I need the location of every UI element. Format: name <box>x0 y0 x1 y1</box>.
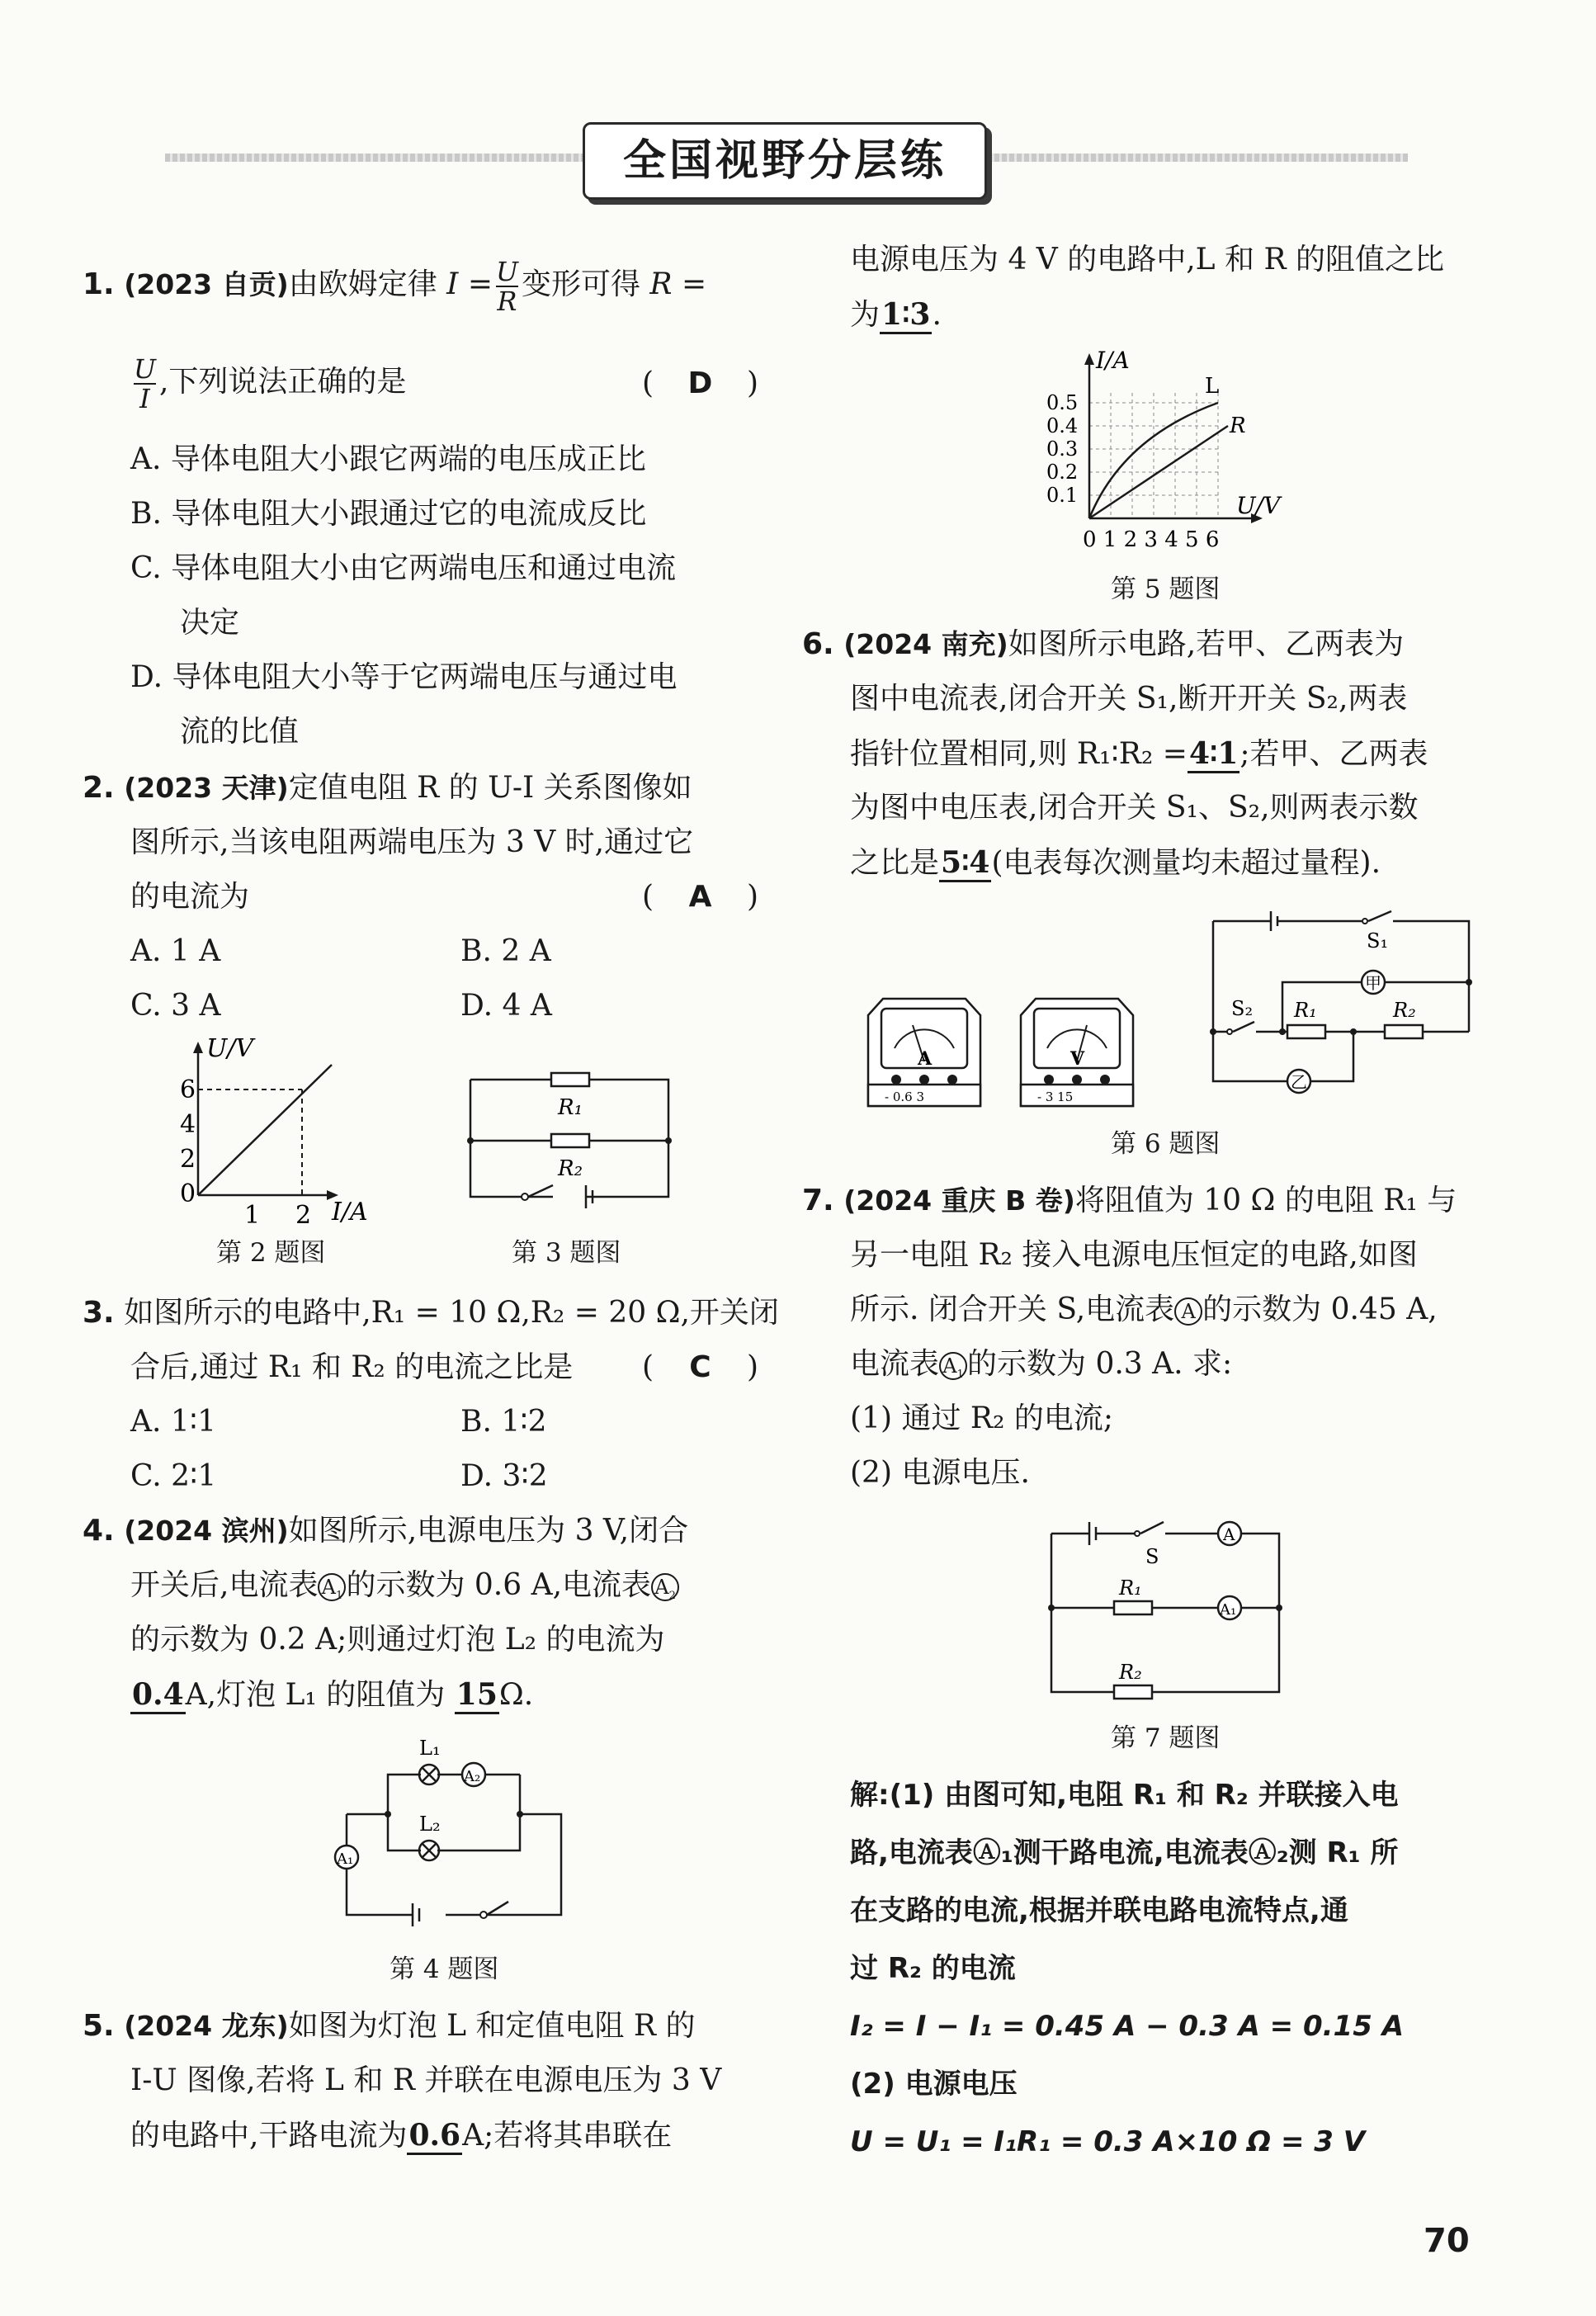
q2-line2: 图所示,当该电阻两端电压为 3 V 时,通过它 <box>130 825 694 859</box>
q1-fraction-1: $\frac{U}{R}$ <box>495 256 518 317</box>
fig2-y-tick: 6 <box>180 1075 196 1104</box>
q2-option-b: B. 2 A <box>460 934 551 968</box>
q7-solution-3: 在支路的电流,根据并联电路电流特点,通 <box>850 1894 1348 1927</box>
fig3-circuit <box>462 1065 677 1213</box>
q7-line1 <box>802 1180 1457 1222</box>
q2-answer: A <box>688 880 712 914</box>
fig6-r2: R₂ <box>1393 999 1416 1022</box>
q2-option-c: C. 3 A <box>130 989 221 1023</box>
q5-source: (2024 龙东) <box>124 2010 289 2042</box>
q1-number: 1. <box>83 267 115 301</box>
fig2-x-tick: 2 <box>295 1201 312 1230</box>
q4-text-2b: 的示数为 0.6 A,电流表 <box>346 1568 652 1602</box>
q3-option-d: D. 3∶2 <box>460 1459 548 1493</box>
q1-eq1: I = <box>446 267 493 301</box>
fig7-a1: A₁ <box>1220 1601 1237 1619</box>
q3-line2: 合后,通过 R₁ 和 R₂ 的电流之比是 <box>130 1350 574 1384</box>
q7-solution-5: I₂ = I − I₁ = 0.45 A − 0.3 A = 0.15 A <box>850 2010 1405 2043</box>
q4-blank-2: 15 <box>455 1677 499 1714</box>
fig6-circuit <box>1205 908 1485 1123</box>
q7-solution-4: 过 R₂ 的电流 <box>850 1952 1016 1985</box>
q4-text-2a: 开关后,电流表 <box>130 1568 319 1602</box>
q3-line1 <box>83 1293 779 1334</box>
fig5-x-label: U/V <box>1236 492 1281 519</box>
q4-line2 <box>130 1565 679 1606</box>
q5-caption: 第 5 题图 <box>1111 574 1221 604</box>
q5-blank-1: 0.6 <box>407 2118 462 2155</box>
fig7-s: S <box>1145 1545 1159 1568</box>
q5-text-1: 如图为灯泡 L 和定值电阻 R 的 <box>288 2009 696 2043</box>
section-title: 全国视野分层练 <box>583 122 987 200</box>
fig4-a1: A₁ <box>337 1850 354 1868</box>
q6-line1 <box>802 624 1404 665</box>
fig2-y-tick: 4 <box>180 1110 196 1139</box>
q5-text-5b: . <box>932 298 942 332</box>
q6-line5 <box>850 842 1381 884</box>
q7-text-4a: 电流表 <box>850 1347 940 1381</box>
q6-blank-2: 5∶4 <box>939 845 991 882</box>
q5-blank-2: 1∶3 <box>880 297 932 334</box>
fig2-graph <box>149 1032 380 1230</box>
q3-option-c: C. 2∶1 <box>130 1459 217 1493</box>
banner-rule-right <box>987 154 1408 162</box>
fig4-circuit <box>330 1725 578 1940</box>
fig7-circuit <box>1040 1510 1287 1709</box>
q7-line4 <box>850 1344 1232 1385</box>
q1-line2 <box>130 355 406 413</box>
fig5-y-tick: 0.4 <box>1046 414 1079 437</box>
fig5-x-ticks: 0 1 2 3 4 5 6 <box>1083 527 1220 552</box>
q6-text-3b: ;若甲、乙两表 <box>1239 737 1428 771</box>
fig6-voltmeter-scale: - 3 15 <box>1037 1089 1074 1104</box>
fig6-s2: S₂ <box>1231 997 1254 1020</box>
q5-text-3a: 的电路中,干路电流为 <box>130 2119 408 2153</box>
fig6-yi: 乙 <box>1291 1072 1307 1092</box>
fig6-jia: 甲 <box>1365 973 1381 993</box>
q2-caption: 第 2 题图 <box>216 1238 326 1268</box>
q6-caption: 第 6 题图 <box>1111 1129 1221 1159</box>
q6-line3 <box>850 733 1428 775</box>
fig6-r1: R₁ <box>1294 999 1317 1022</box>
q7-solution-2: 路,电流表Ⓐ₁测干路电流,电流表Ⓐ₂测 R₁ 所 <box>850 1836 1399 1869</box>
q7-text-3a: 所示. 闭合开关 S,电流表 <box>850 1293 1175 1326</box>
q6-text-5b: (电表每次测量均未超过量程). <box>991 846 1381 880</box>
q4-text-4a: A,灯泡 L₁ 的阻值为 <box>185 1678 446 1712</box>
fig5-y-tick: 0.5 <box>1046 391 1079 414</box>
q7-caption: 第 7 题图 <box>1111 1723 1221 1753</box>
q5-line5 <box>850 294 942 336</box>
fig2-x-tick: 1 <box>244 1201 261 1230</box>
fig5-y-label: I/A <box>1096 347 1130 374</box>
q3-option-b: B. 1∶2 <box>460 1405 547 1439</box>
fig7-r2: R₂ <box>1119 1661 1142 1684</box>
q5-number: 5. <box>83 2009 115 2043</box>
fig2-y-label: U/V <box>206 1034 254 1063</box>
q3-answer: C <box>689 1350 711 1384</box>
q7-sub1: (1) 通过 R₂ 的电流; <box>850 1401 1113 1435</box>
q1-answer: D <box>687 366 713 400</box>
q1-option-b: B. 导体电阻大小跟通过它的电流成反比 <box>130 497 647 531</box>
q2-text-1: 定值电阻 R 的 U-I 关系图像如 <box>288 771 692 805</box>
q1-source: (2023 自贡) <box>124 268 289 300</box>
q4-line3: 的示数为 0.2 A;则通过灯泡 L₂ 的电流为 <box>130 1623 665 1657</box>
fig6-voltmeter <box>1011 982 1143 1114</box>
q1-fraction-2: $\frac{U}{I}$ <box>134 353 156 414</box>
q7-solution-7: U = U₁ = I₁R₁ = 0.3 A×10 Ω = 3 V <box>850 2125 1366 2158</box>
q6-text-5a: 之比是 <box>850 846 940 880</box>
ammeter-a2-icon: $A_2$ <box>651 1573 679 1601</box>
q1-option-a: A. 导体电阻大小跟它两端的电压成正比 <box>130 442 646 476</box>
q1-option-d: D. 导体电阻大小等于它两端电压与通过电 <box>130 660 678 694</box>
q1-eq2: R = <box>649 267 707 301</box>
q1-text-b: 变形可得 <box>521 267 640 301</box>
q2-source: (2023 天津) <box>124 772 289 804</box>
q7-line3 <box>850 1289 1438 1331</box>
fig4-l1: L₁ <box>419 1737 441 1760</box>
q6-text-3a: 指针位置相同,则 R₁∶R₂ = <box>850 737 1188 771</box>
q6-blank-1: 4∶1 <box>1188 736 1239 773</box>
q4-source: (2024 滨州) <box>124 1515 289 1547</box>
q7-sub2: (2) 电源电压. <box>850 1456 1030 1490</box>
q7-text-4b: 的示数为 0.3 A. 求: <box>967 1347 1233 1381</box>
q6-line2: 图中电流表,闭合开关 S₁,断开开关 S₂,两表 <box>850 682 1408 716</box>
q2-option-d: D. 4 A <box>460 989 552 1023</box>
q7-number: 7. <box>802 1184 834 1217</box>
fig5-curve-r: R <box>1230 414 1246 438</box>
q3-option-a: A. 1∶1 <box>130 1405 217 1439</box>
ammeter-a1-icon: $A_1$ <box>939 1352 967 1380</box>
q4-blank-1: 0.4 <box>130 1677 186 1714</box>
fig7-a: A <box>1223 1524 1235 1544</box>
q7-source: (2024 重庆 B 卷) <box>843 1184 1075 1217</box>
ammeter-a-icon: A <box>1174 1297 1202 1326</box>
q7-line2: 另一电阻 R₂ 接入电源电压恒定的电路,如图 <box>850 1238 1418 1272</box>
fig5-y-tick: 0.3 <box>1046 437 1079 461</box>
q4-caption: 第 4 题图 <box>390 1954 499 1984</box>
fig2-y-tick: 2 <box>180 1145 196 1174</box>
q7-text-3b: 的示数为 0.45 A, <box>1202 1293 1438 1326</box>
q5-text-5a: 为 <box>850 298 881 332</box>
fig3-r1: R₁ <box>558 1095 583 1120</box>
q3-text-1: 如图所示的电路中,R₁ = 10 Ω,R₂ = 20 Ω,开关闭 <box>124 1296 779 1330</box>
q1-text-c: ,下列说法正确的是 <box>158 365 407 399</box>
fig2-x-label: I/A <box>332 1198 368 1227</box>
q2-option-a: A. 1 A <box>130 934 221 968</box>
fig5-y-tick: 0.1 <box>1046 484 1079 507</box>
fig7-r1: R₁ <box>1119 1576 1142 1600</box>
fig4-l2: L₂ <box>419 1813 441 1836</box>
q6-line4: 为图中电压表,闭合开关 S₁、S₂,则两表示数 <box>850 791 1419 825</box>
q3-answer-bracket: ( C ) <box>642 1347 758 1388</box>
ammeter-a1-icon: $A_1$ <box>318 1573 346 1601</box>
page-number: 70 <box>1424 2222 1470 2260</box>
q7-solution-1: 解:(1) 由图可知,电阻 R₁ 和 R₂ 并联接入电 <box>850 1779 1399 1812</box>
q1-answer-bracket: ( D ) <box>642 363 758 404</box>
q6-text-1: 如图所示电路,若甲、乙两表为 <box>1008 627 1405 661</box>
q6-source: (2024 南充) <box>843 628 1008 660</box>
fig4-a2: A₂ <box>464 1768 481 1785</box>
fig6-ammeter-scale: - 0.6 3 <box>885 1089 925 1104</box>
q3-caption: 第 3 题图 <box>512 1238 621 1268</box>
q2-number: 2. <box>83 771 115 805</box>
q3-number: 3. <box>83 1296 115 1330</box>
q1-option-c-cont: 决定 <box>180 606 240 640</box>
q1-text-a: 由欧姆定律 <box>288 267 437 301</box>
fig3-r2: R₂ <box>558 1156 583 1181</box>
q4-number: 4. <box>83 1514 115 1548</box>
q5-line1 <box>83 2006 695 2047</box>
fig2-y-tick: 0 <box>180 1179 196 1208</box>
q4-line4 <box>130 1674 533 1716</box>
fig6-s1: S₁ <box>1367 929 1389 952</box>
q7-solution-6: (2) 电源电压 <box>850 2068 1018 2101</box>
fig6-ammeter <box>858 982 990 1114</box>
q2-answer-bracket: ( A ) <box>642 877 758 918</box>
fig5-curve-l: L <box>1205 374 1220 399</box>
q6-number: 6. <box>802 627 834 661</box>
q5-line2: I-U 图像,若将 L 和 R 并联在电源电压为 3 V <box>130 2063 722 2097</box>
q1-line1 <box>83 258 706 315</box>
q7-text-1: 将阻值为 10 Ω 的电阻 R₁ 与 <box>1074 1184 1457 1217</box>
q4-text-1: 如图所示,电源电压为 3 V,闭合 <box>288 1514 689 1548</box>
q4-text-4b: Ω. <box>498 1678 534 1712</box>
q2-line3: 的电流为 <box>130 880 250 914</box>
banner-rule-left <box>165 154 583 162</box>
fig5-graph <box>1032 347 1304 561</box>
q2-line1 <box>83 768 692 809</box>
fig6-ammeter-label: A <box>918 1048 933 1070</box>
fig5-y-tick: 0.2 <box>1046 461 1079 484</box>
q4-line1 <box>83 1510 688 1552</box>
q1-option-d-cont: 流的比值 <box>180 715 300 749</box>
q5-line3 <box>130 2115 672 2157</box>
q5-text-3b: A;若将其串联在 <box>462 2119 673 2153</box>
fig6-voltmeter-label: V <box>1070 1048 1085 1070</box>
q1-option-c: C. 导体电阻大小由它两端电压和通过电流 <box>130 551 677 585</box>
q5-line4: 电源电压为 4 V 的电路中,L 和 R 的阻值之比 <box>850 243 1445 277</box>
